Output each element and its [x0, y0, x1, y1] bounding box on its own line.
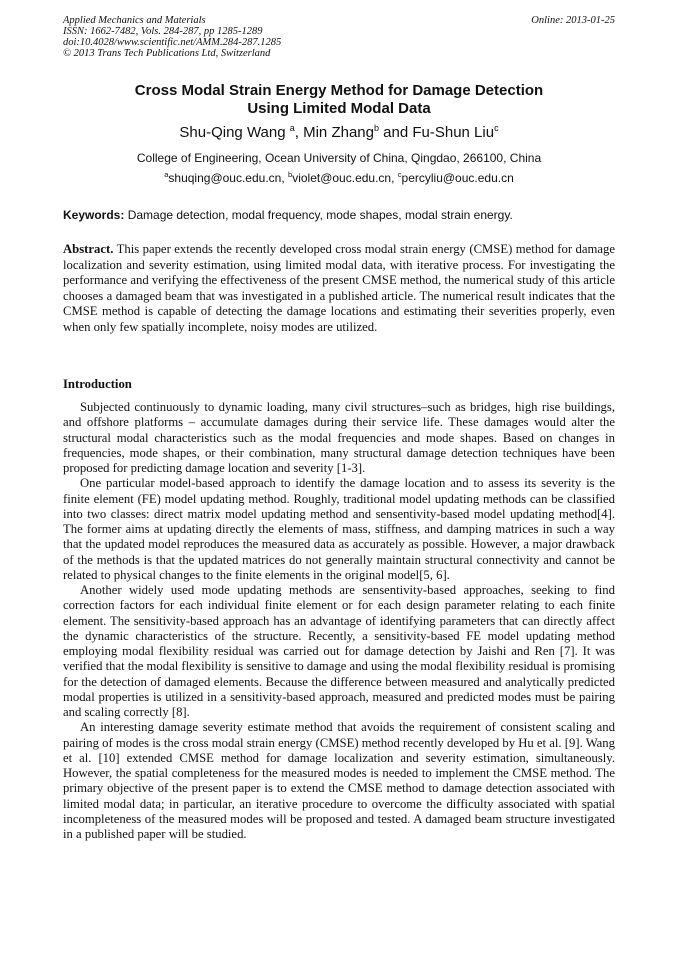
keywords-label: Keywords: — [63, 208, 125, 222]
paragraph: Another widely used mode updating methods are sensentivity-based approaches, seeking to find correction factors for each individual finite element or for each design parameter relating to each finite element. The sensitivity-based approach has an advantage of identifying parameters that can directly affect the dynamic characteristics of the structure. Recently, a sensitivity-based FE model updating method employing modal flexibility residual was carried out for damage detection by Jaishi and Ren [7]. It was verified that the modal flexibility is sensitive to damage and using the modal flexibility residual is promising for the detection of damaged elements. Because the difference between measured and analytically predicted modal properties is utilized in a sensitivity-based approach, measured and predicted modes must be pairing and scaling correctly [8]. — [63, 583, 615, 719]
title-line-1: Cross Modal Strain Energy Method for Damage Detection — [134, 82, 544, 99]
author-zhang: , Min Zhang — [294, 124, 374, 141]
paper-title — [63, 82, 615, 118]
email-mark-c: c — [397, 170, 402, 179]
journal-name: Applied Mechanics and Materials — [63, 15, 206, 26]
online-date: Online: 2013-01-25 — [531, 15, 615, 26]
abstract-label: Abstract. — [63, 242, 114, 256]
doi-line: doi:10.4028/www.scientific.net/AMM.284-287.1285 — [63, 37, 282, 48]
paragraph: Subjected continuously to dynamic loading, many civil structures–such as bridges, high rise buildings, and offshore platforms – accumulate damages during their service life. These damages would alter the structural modal characteristics such as the modal frequencies and mode shapes. Based on changes in frequencies, mode shapes, or their combination, many structural damage detection techniques have been proposed for predicting damage location and severity [1-3]. — [63, 400, 615, 475]
author-zhang-affil-mark: b — [373, 123, 379, 133]
email-mark-a: a — [164, 170, 169, 179]
keywords — [63, 208, 615, 223]
abstract-text: This paper extends the recently developed cross modal strain energy (CMSE) method for damage localization and severity estimation, using limited modal data, with iterative process. For investigating the performance and verifying the effectiveness of the present CMSE method, the numerical study of this article chooses a damaged beam that was investigated in a published article. The numerical result indicates that the CMSE method is capable of detecting the damage locations and estimating their severities properly, even when only few spatially incomplete, noisy modes are utilized. — [63, 242, 615, 334]
email-c: percyliu@ouc.edu.cn — [401, 171, 514, 185]
paragraph: An interesting damage severity estimate method that avoids the requirement of consistent scaling and pairing of modes is the cross modal strain energy (CMSE) method recently developed by Hu et al. [9]. Wang et al. [10] extended CMSE method for damage localization and severity estimation, simultaneously. However, the spatial completeness for the measured modes is needed to implement the CMSE method. The primary objective of the present paper is to extend the CMSE method to damage detection associated with limited modal data; in particular, an iterative procedure to overcome the difficulty associated with spatial incompleteness of the measured modes will be proposed and tested. A damaged beam structure investigated in a published paper will be studied. — [63, 720, 615, 841]
email-a: shuqing@ouc.edu.cn, — [168, 171, 289, 185]
author-emails — [63, 171, 615, 186]
author-list — [63, 124, 615, 142]
copyright-line: © 2013 Trans Tech Publications Ltd, Switzerland — [63, 48, 271, 59]
issn-line: ISSN: 1662-7482, Vols. 284-287, pp 1285-1289 — [63, 26, 263, 37]
affiliation: College of Engineering, Ocean University of China, Qingdao, 266100, China — [136, 151, 542, 165]
running-header — [63, 15, 615, 59]
author-wang: Shu-Qing Wang — [179, 124, 290, 141]
author-liu-affil-mark: c — [494, 123, 499, 133]
author-liu: and Fu-Shun Liu — [379, 124, 495, 141]
author-wang-affil-mark: a — [289, 123, 295, 133]
paragraph: One particular model-based approach to identify the damage location and to assess its severity is the finite element (FE) model updating method. Roughly, traditional model updating methods can be classified into two classes: direct matrix model updating method and sensentivity-based model updating method[4]. The former aims at updating directly the elements of mass, stiffness, and damping matrices in such a way that the updated model reproduces the measured data as accurately as possible. However, a major drawback of the methods is that the updated matrices do not generally maintain structural connectivity and cannot be related to physical changes to the finite elements in the original model[5, 6]. — [63, 476, 615, 582]
title-line-2: Using Limited Modal Data — [247, 100, 431, 117]
section-heading-introduction: Introduction — [63, 377, 132, 391]
email-mark-b: b — [288, 170, 293, 179]
keywords-text: Damage detection, modal frequency, mode shapes, modal strain energy. — [124, 208, 513, 222]
email-b: violet@ouc.edu.cn, — [292, 171, 398, 185]
abstract — [63, 242, 615, 335]
introduction-body — [63, 400, 615, 842]
